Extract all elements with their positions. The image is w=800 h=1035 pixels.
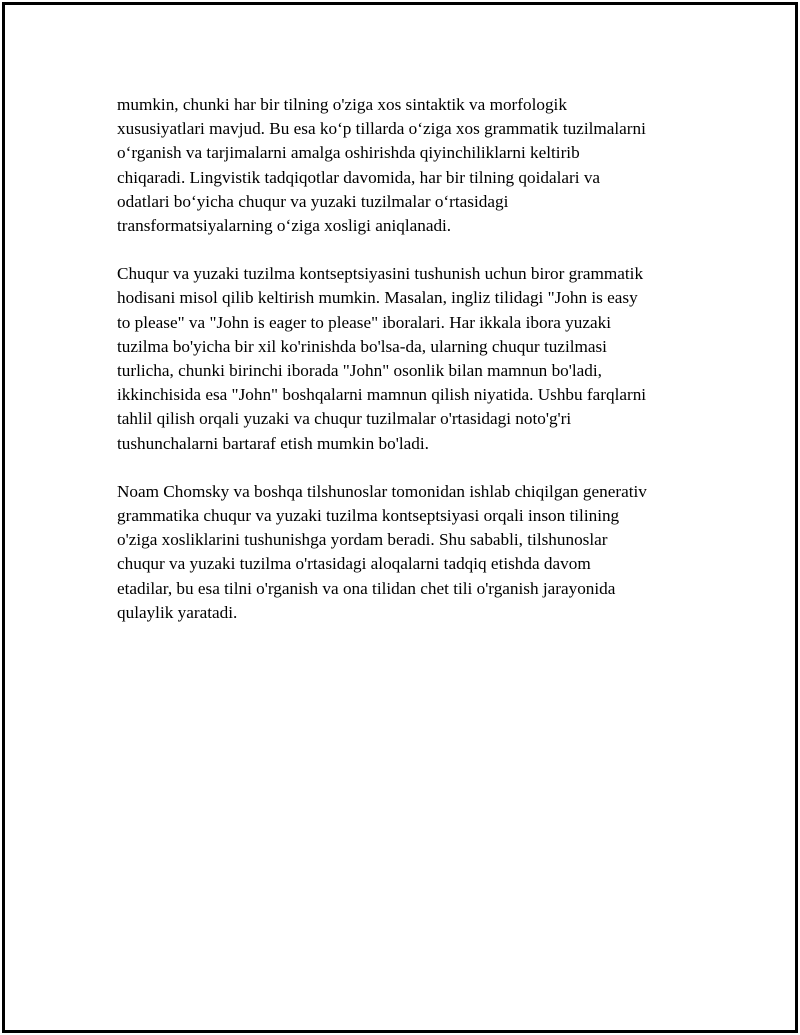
paragraph-line: mumkin, chunki har bir tilning o'ziga xos sintaktik va morfologik bbox=[117, 95, 567, 114]
paragraph-line: to please" va "John is eager to please" iboralari. Har ikkala ibora yuzaki bbox=[117, 312, 611, 332]
paragraph-line: ikkinchisida esa "John" boshqalarni mamnun qilish niyatida. Ushbu farqlarni bbox=[117, 385, 647, 405]
paragraph-line: xususiyatlari mavjud. Bu esa ko‘p tillarda o‘ziga xos grammatik tuzilmalarni bbox=[117, 119, 646, 139]
paragraph-line: grammatika chuqur va yuzaki tuzilma kontseptsiyasi orqali inson tilining bbox=[117, 506, 620, 526]
paragraph-line: Noam Chomsky va boshqa tilshunoslar tomonidan ishlab chiqilgan generativ bbox=[117, 481, 647, 501]
paragraph-line: chiqaradi. Lingvistik tadqiqotlar davomida, har bir tilning qoidalari va bbox=[117, 167, 601, 187]
paragraph-line: tushunchalarni bartaraf etish mumkin bo'ladi. bbox=[117, 433, 429, 453]
paragraph-line: o'ziga xosliklarini tushunishga yordam beradi. Shu sababli, tilshunoslar bbox=[117, 530, 608, 550]
paragraph-2 bbox=[117, 262, 697, 456]
paragraph-line: transformatsiyalarning o‘ziga xosligi aniqlanadi. bbox=[117, 216, 452, 236]
paragraph-line: tuzilma bo'yicha bir xil ko'rinishda bo'lsa-da, ularning chuqur tuzilmasi bbox=[117, 336, 607, 356]
paragraph-line: o‘rganish va tarjimalarni amalga oshirishda qiyinchiliklarni keltirib bbox=[117, 143, 580, 163]
paragraph-line: etadilar, bu esa tilni o'rganish va ona tilidan chet tili o'rganish jarayonida bbox=[117, 578, 616, 598]
paragraph-line: odatlari bo‘yicha chuqur va yuzaki tuzilmalar o‘rtasidagi bbox=[117, 191, 509, 211]
paragraph-line: hodisani misol qilib keltirish mumkin. Masalan, ingliz tilidagi "John is easy bbox=[117, 288, 638, 308]
paragraph-line: turlicha, chunki birinchi iborada "John" osonlik bilan mamnun bo'ladi, bbox=[117, 361, 602, 381]
paragraph-3 bbox=[117, 480, 697, 625]
paragraph-line: qulaylik yaratadi. bbox=[117, 602, 238, 622]
paragraph-line: chuqur va yuzaki tuzilma o'rtasidagi aloqalarni tadqiq etishda davom bbox=[117, 554, 591, 574]
paragraph-1 bbox=[117, 93, 697, 238]
paragraph-line: Chuqur va yuzaki tuzilma kontseptsiyasini tushunish uchun biror grammatik bbox=[117, 264, 644, 284]
paragraph-line: tahlil qilish orqali yuzaki va chuqur tuzilmalar o'rtasidagi noto'g'ri bbox=[117, 409, 572, 429]
document-body bbox=[117, 93, 697, 649]
